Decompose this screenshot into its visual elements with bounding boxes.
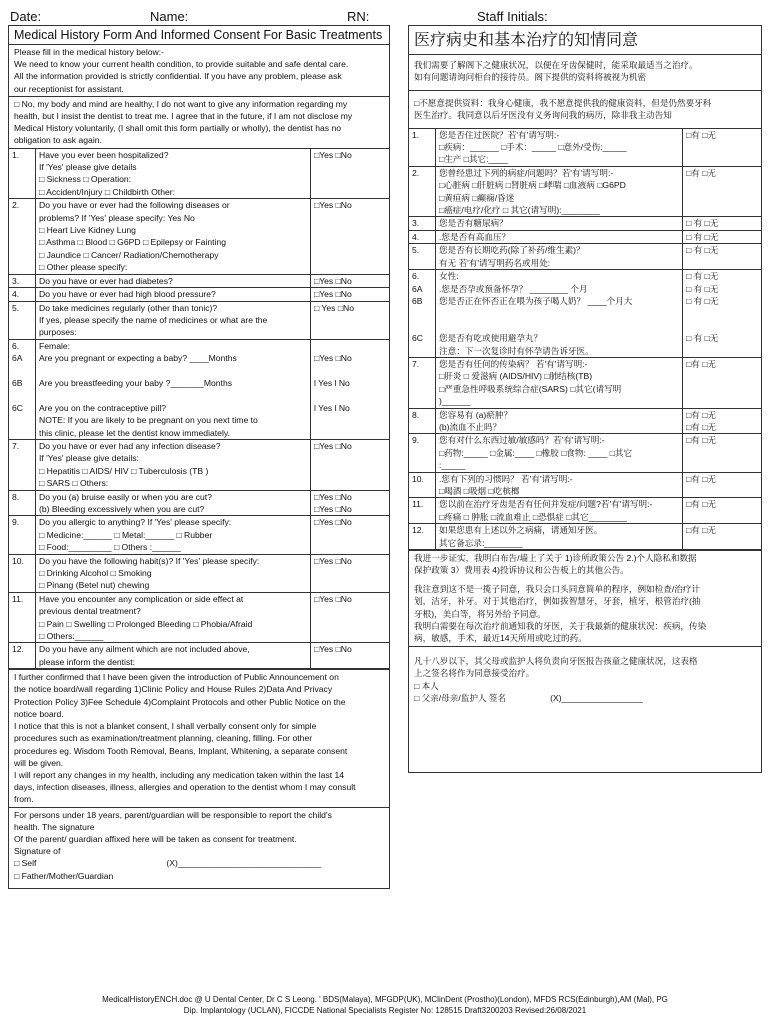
question-line: Do you have or ever had any infection disease?: [39, 440, 221, 451]
confirmation-line: I will report any changes in my health, including any medication taken within the last 14: [14, 769, 345, 780]
question-line: □ Medicine:______ □ Metal:______ □ Rubber: [39, 529, 213, 540]
question-line: Do you have any ailment which are not included above,: [39, 644, 250, 655]
question-line: please inform the dentist:: [39, 656, 136, 667]
question-number: 3.: [409, 217, 436, 230]
question-line: □ Accident/Injury □ Childbirth Other:: [39, 186, 176, 197]
yes-no-checkbox[interactable]: l Yes l No: [314, 402, 350, 413]
healthy-declaration-line: obligation to ask again.: [14, 135, 102, 146]
question-line: .您是否有高血压？: [439, 231, 511, 242]
confirmation-line: 牙根)，美白等，将另外给予同意。: [414, 608, 546, 619]
chinese-form: [408, 25, 762, 773]
question-line: [439, 320, 679, 332]
question-line: Do you (a) bruise easily or when you are cut?: [39, 491, 212, 502]
question-line: □心脏病 □肝脏病 □肾脏病 □哮喘 □血液病 □G6PD: [439, 180, 626, 191]
date-label: Date:: [10, 9, 42, 24]
question-row: [9, 490, 389, 516]
yes-no-checkbox[interactable]: l Yes l No: [314, 377, 350, 388]
healthy-declaration-line: □ No, my body and mind are healthy, I do not want to give any information regarding my: [14, 98, 348, 109]
question-row: [409, 434, 761, 472]
question-text: [36, 554, 311, 592]
question-row: [409, 524, 761, 550]
question-number: 9.: [409, 434, 436, 472]
question-number: 12.: [9, 643, 36, 669]
intro-line: We need to know your current health condition, to provide suitable and safe dental care.: [14, 59, 349, 70]
question-line: 您是否正在怀否正在喂为孩子喝人奶？ ____个月大: [439, 295, 633, 306]
question-number: 11.: [409, 498, 436, 524]
question-row: [9, 339, 389, 439]
chinese-signature-line[interactable]: (X)_________________: [550, 693, 643, 704]
yes-no-options[interactable]: [311, 288, 390, 301]
question-line: (b) Bleeding excessively when you are cut?: [39, 504, 205, 514]
yes-no-checkbox[interactable]: □ 有 □无: [686, 231, 719, 242]
confirmation-line: 我进一步证实，我明白布告/墙上了关于 1)诊所政策公告 2.)个人隐私和数据: [414, 553, 697, 564]
yes-no-checkbox[interactable]: [686, 307, 758, 319]
question-line: □ Heart Live Kidney Lung: [39, 225, 136, 236]
yes-no-checkbox[interactable]: □有 □无: [686, 409, 716, 420]
question-line: )______: [439, 396, 471, 407]
yes-no-checkbox[interactable]: □Yes □No: [314, 644, 352, 655]
question-text: [436, 217, 683, 230]
confirmation-line: 我明白需要在每次治疗前通知我的牙医，关于我最新的健康状况：疾病，传染: [414, 621, 707, 632]
question-line: .您是否孕或预备怀孕？ ________ 个月: [439, 283, 588, 294]
confirmation-line: Protection Policy 3)Fee Schedule 4)Complaint Protocols and other Public Notice on the: [14, 696, 346, 707]
question-line: .您有下列的习惯吗？ 若'有'请写明:-: [439, 473, 573, 484]
yes-no-options[interactable]: [311, 439, 390, 490]
yes-no-options[interactable]: [683, 129, 762, 167]
question-line: 您是否有糖尿病？: [439, 218, 508, 229]
confirmation-line: procedures eg. Wisdom Tooth Removal, Beans, Implant, Whitening, a separate consent: [14, 745, 348, 756]
question-line: Are you breastfeeding your baby ?_______Months: [39, 377, 233, 388]
question-row: [409, 270, 761, 358]
yes-no-checkbox[interactable]: □Yes □No: [314, 555, 352, 566]
question-line: this clinic, please let the dentist know immediately.: [39, 427, 230, 438]
question-line: previous dental treatment?: [39, 606, 141, 617]
question-row: [9, 149, 389, 199]
staff-initials-label: Staff Initials:: [477, 9, 548, 24]
question-number: 12.: [409, 524, 436, 550]
question-text: [36, 199, 311, 274]
yes-no-checkbox[interactable]: [686, 320, 758, 332]
question-line: □生产 □其它:____: [439, 154, 508, 165]
question-line: Do you have or ever had high blood pressure?: [39, 289, 216, 300]
english-healthy-declaration: [9, 97, 389, 149]
yes-no-checkbox[interactable]: □Yes □No: [314, 517, 352, 528]
footer-line: Dip. Implantology (UCLAN), FICCDE National Specialists Register No: 128515 Draft3200203 Revised:26/08/2021: [183, 1006, 587, 1015]
question-line: □ Jaundice □ Cancer/ Radiation/Chemotherapy: [39, 249, 219, 260]
question-line: (b)流血不止吗？: [439, 421, 502, 432]
yes-no-options[interactable]: [683, 270, 762, 358]
question-line: Female:: [39, 340, 71, 351]
question-line: □ Sickness □ Operation:: [39, 174, 132, 185]
question-text: [36, 516, 311, 554]
question-line: Are you pregnant or expecting a baby? ____Months: [39, 353, 237, 364]
intro-line: 我们需要了解阁下之健康状况，以便在牙齿保健时，能采取最适当之治疗。: [414, 60, 698, 70]
question-line: □癌症/电疗/化疗 □ 其它(请写明):________: [439, 205, 600, 216]
yes-no-checkbox[interactable]: □ 有 □无: [686, 295, 719, 306]
yes-no-checkbox[interactable]: □有 □无: [686, 421, 716, 432]
question-line: 您有对什么东西过敏/敏感吗？若'有'请写明:-: [439, 435, 605, 446]
question-line: NOTE: If you are likely to be pregnant on you next time to: [39, 415, 258, 426]
question-line: :_____: [439, 460, 466, 471]
yes-no-checkbox[interactable]: □有 □无: [686, 499, 716, 510]
question-row: [409, 357, 761, 408]
english-form: [8, 25, 390, 889]
yes-no-options[interactable]: [311, 516, 390, 554]
confirmation-line: the notice board/wall regarding 1)Clinic Policy and House Rules 2)Data And Privacy: [14, 684, 333, 695]
question-row: [409, 244, 761, 270]
question-line: 您容易有 (a)瘀肿？: [439, 409, 513, 420]
english-confirmation: [9, 669, 389, 807]
chinese-confirmation: [409, 550, 761, 647]
yes-no-options[interactable]: [683, 472, 762, 498]
question-row: [409, 498, 761, 524]
question-number: 5.: [9, 301, 36, 339]
question-number: 10.: [9, 554, 36, 592]
question-text: [436, 129, 683, 167]
yes-no-options[interactable]: [683, 498, 762, 524]
yes-no-options[interactable]: [683, 244, 762, 270]
question-row: [9, 643, 389, 669]
guardian-checkbox[interactable]: □ Father/Mother/Guardian: [14, 870, 114, 881]
chinese-form-title: 医疗病史和基本治疗的知情同意: [409, 26, 761, 55]
question-number: 1.: [9, 149, 36, 199]
yes-no-checkbox[interactable]: □有 □无: [686, 435, 716, 446]
minor-consent-line: Of the parent/ guardian affixed here will be taken as consent for treatment.: [14, 833, 297, 844]
intro-line: All the information provided is strictly confidential. If you have any problem, please ask: [14, 71, 342, 82]
question-number: 7.: [9, 439, 36, 490]
chinese-intro: [409, 55, 761, 91]
question-number: 8.: [9, 490, 36, 516]
question-line: □ Others:______: [39, 631, 104, 642]
english-intro: [9, 45, 389, 97]
question-number: 6. 6A 6B 6C: [409, 270, 436, 358]
question-line: If yes, please specify the name of medicines or what are the: [39, 314, 268, 325]
yes-no-checkbox[interactable]: □有 □无: [686, 129, 716, 140]
intro-line: 如有问题请询问柜台的接待员。阁下提供的资料将被视为机密: [414, 72, 647, 83]
yes-no-checkbox[interactable]: □ 有 □无: [686, 271, 719, 282]
intro-line: our receptionist for assistant.: [14, 83, 124, 94]
question-line: [39, 365, 307, 377]
yes-no-options[interactable]: [311, 199, 390, 274]
minor-consent-line: Signature of: [14, 846, 61, 857]
question-text: [36, 274, 311, 287]
question-row: [409, 166, 761, 217]
yes-no-checkbox[interactable]: □Yes □No: [314, 149, 352, 160]
question-line: 您曾经患过下列的病症/问题吗？若'有'请写明:-: [439, 167, 614, 178]
confirmation-line: will be given.: [14, 757, 64, 768]
question-row: [409, 408, 761, 434]
question-line: □疾病：______ □手术：_____ □意外/受伤:_____: [439, 142, 627, 153]
question-line: □疼痛 □ 肿胀 □流血难止 □恐惧症 □其它________: [439, 511, 627, 522]
question-text: [36, 339, 311, 439]
chinese-question-table: [409, 129, 761, 550]
english-question-table: [9, 149, 389, 670]
question-line: 如果您患有上述以外之病痛，请通知牙医。: [439, 525, 603, 536]
question-line: □黄疸病 □癫痫/昏迷: [439, 192, 515, 203]
question-number: 3.: [9, 274, 36, 287]
question-line: Do you have the following habit(s)? If 'Yes' please specify:: [39, 555, 260, 566]
confirmation-line: 我注意到这不是一揽子同意，我只会口头同意简单的程序，例如检查/治疗计: [414, 583, 700, 594]
question-row: [9, 288, 389, 301]
yes-no-checkbox[interactable]: □有 □无: [686, 525, 716, 536]
question-number: 5.: [409, 244, 436, 270]
question-line: 有无 若'有'请写明药名或用处:: [439, 257, 551, 268]
question-text: [36, 301, 311, 339]
confirmation-line: I notice that this is not a blanket consent, I shall verbally consent only for simple: [14, 721, 317, 732]
question-row: [9, 516, 389, 554]
yes-no-checkbox[interactable]: □ 有 □无: [686, 283, 719, 294]
question-line: Do you have or ever had diabetes?: [39, 275, 173, 286]
question-number: 10.: [409, 472, 436, 498]
yes-no-checkbox[interactable]: □Yes □No: [314, 289, 352, 300]
yes-no-options[interactable]: [683, 217, 762, 230]
yes-no-checkbox[interactable]: □有 □无: [686, 167, 716, 178]
yes-no-checkbox[interactable]: □ Yes □No: [314, 302, 355, 313]
question-text: [436, 472, 683, 498]
confirmation-line: 保护政策 3）费用表 4)投诉协议和公告板上的其他公告。: [414, 565, 629, 576]
yes-no-options[interactable]: [311, 149, 390, 199]
question-text: [36, 288, 311, 301]
question-number: 7.: [409, 357, 436, 408]
question-row: [9, 554, 389, 592]
question-text: [436, 270, 683, 358]
healthy-declaration-line: □不愿意提供资料：我身心健康，我不愿意提供我的健康资料，但是仍然要牙科: [414, 97, 712, 108]
yes-no-options[interactable]: [683, 408, 762, 434]
question-line: □ Pain □ Swelling □ Prolonged Bleeding □ Phobia/Afraid: [39, 618, 253, 629]
question-line: [39, 389, 307, 401]
minor-consent-line: For persons under 18 years, parent/guardian will be responsible to report the child's: [14, 809, 332, 820]
question-line: 您是否住过医院？若'有'请写明:-: [439, 129, 560, 140]
english-signature-line[interactable]: (X)______________________________: [166, 858, 322, 869]
english-minor-consent: [9, 808, 389, 883]
question-line: purposes:: [39, 327, 77, 338]
question-number: 6. 6A 6B 6C: [9, 339, 36, 439]
minor-consent-line: 上之签名将作为同意接受治疗。: [414, 668, 535, 679]
confirmation-line: procedures such as examination/treatment planning, cleaning, filling. For other: [14, 733, 313, 744]
question-number: 4.: [9, 288, 36, 301]
intro-line: Please fill in the medical history below:-: [14, 47, 164, 57]
yes-no-checkbox[interactable]: □ 有 □无: [686, 218, 719, 229]
yes-no-options[interactable]: [311, 592, 390, 643]
yes-no-options[interactable]: [311, 490, 390, 516]
yes-no-checkbox[interactable]: □有 □无: [686, 473, 716, 484]
question-line: Have you ever been hospitalized?: [39, 149, 169, 160]
yes-no-checkbox[interactable]: □Yes □No: [314, 593, 352, 604]
question-line: [439, 307, 679, 319]
question-line: If 'Yes' please give details: [39, 162, 137, 173]
question-text: [436, 230, 683, 243]
question-number: 4.: [409, 230, 436, 243]
footer-line: MedicalHistoryENCH.doc @ U Dental Center, Dr C S Leong. ' BDS(Malaya), MFGDP(UK), MClinDent (Prostho)(London), MFDS RCS(Edinburgh),AM (Mal), PG: [102, 995, 668, 1004]
yes-no-checkbox[interactable]: [314, 365, 386, 377]
question-line: Have you encounter any complication or side effect at: [39, 593, 244, 604]
yes-no-options[interactable]: [311, 643, 390, 669]
question-line: □喝酒 □吸烟 □吃槟榔: [439, 486, 520, 496]
yes-no-options[interactable]: [683, 524, 762, 550]
rn-label: RN:: [347, 9, 370, 24]
question-row: [409, 472, 761, 498]
question-number: 11.: [9, 592, 36, 643]
yes-no-checkbox[interactable]: □有 □无: [686, 358, 716, 369]
yes-no-options[interactable]: [311, 301, 390, 339]
healthy-declaration-line: health, but I insist the dentist to treat me. I agree that in the future, if I am not disclose my: [14, 111, 353, 122]
question-row: [9, 301, 389, 339]
question-line: □ Hepatitis □ AIDS/ HIV □ Tuberculosis (TB ): [39, 465, 209, 476]
question-row: [409, 217, 761, 230]
question-line: Do you have or ever had the following diseases or: [39, 200, 230, 211]
question-line: □严重急性呼吸系统综合症(SARS) □其它(请写明: [439, 383, 622, 394]
question-text: [436, 524, 683, 550]
confirmation-line: from.: [14, 794, 34, 805]
question-row: [9, 592, 389, 643]
yes-no-checkbox[interactable]: □Yes □No: [314, 491, 352, 502]
question-text: [436, 166, 683, 217]
self-checkbox[interactable]: □ Self: [14, 858, 37, 869]
question-text: [36, 439, 311, 490]
confirmation-line: notice board.: [14, 708, 64, 719]
confirmation-line: days, infection diseases, illness, allergies and operation to the dentist whom I may consult: [14, 782, 356, 793]
yes-no-checkbox[interactable]: [314, 389, 386, 401]
question-number: 2.: [409, 166, 436, 217]
confirmation-line: I further confirmed that I have been given the introduction of Public Announcement on: [14, 672, 339, 683]
question-line: □ Food:_________ □ Others :______: [39, 542, 181, 553]
yes-no-checkbox[interactable]: □ 有 □无: [686, 333, 719, 344]
question-text: [436, 244, 683, 270]
question-line: □ Other please specify:: [39, 262, 128, 273]
confirmation-line: 病，敏感，手术，最近14天所用或吃过的药。: [414, 633, 587, 644]
question-line: □ Asthma □ Blood □ G6PD □ Epilepsy or Fainting: [39, 237, 226, 248]
cn-guardian-checkbox[interactable]: □ 父亲/母亲/监护人 签名: [414, 693, 507, 704]
yes-no-checkbox[interactable]: □Yes □No: [314, 353, 352, 364]
yes-no-options[interactable]: [311, 274, 390, 287]
yes-no-checkbox[interactable]: □Yes □No: [314, 200, 352, 211]
question-line: 您是否有吃或使用避孕丸？: [439, 333, 543, 344]
question-text: [36, 643, 311, 669]
yes-no-options[interactable]: [683, 434, 762, 472]
question-line: 注意：下一次复诊时有怀孕请告诉牙医。: [439, 345, 594, 356]
question-line: 您以前在治疗牙齿是否有任何并发症/问题?若'有'请写明:-: [439, 499, 653, 510]
minor-consent-line: 凡十八岁以下，其父母或监护人将负责向牙医报告孩童之健康状况，这表格: [414, 655, 698, 666]
yes-no-checkbox[interactable]: □Yes □No: [314, 504, 352, 514]
healthy-declaration-line: 医生治疗。我同意以后牙医没有义务询问我的病历，除非我主动告知: [414, 110, 672, 121]
question-text: [436, 408, 683, 434]
question-line: □肝炎 □ 爱滋病 (AIDS/HIV) □肺结核(TB): [439, 371, 593, 382]
question-line: 您是否有任何的传染病？ 若'有'请写明:-: [439, 358, 588, 369]
question-text: [436, 434, 683, 472]
question-line: problems? If 'Yes' please specify: Yes No: [39, 212, 195, 223]
question-line: 您是否有长期吃药(除了补药/维生素)？: [439, 245, 585, 256]
question-row: [409, 230, 761, 243]
question-text: [436, 357, 683, 408]
question-number: 2.: [9, 199, 36, 274]
question-line: □ Pinang (Betel nut) chewing: [39, 580, 150, 591]
question-row: [9, 439, 389, 490]
question-line: If 'Yes' please give details:: [39, 453, 139, 464]
yes-no-options[interactable]: [683, 357, 762, 408]
yes-no-options[interactable]: [683, 230, 762, 243]
question-number: 1.: [409, 129, 436, 167]
english-form-title: Medical History Form And Informed Consent For Basic Treatments: [9, 26, 389, 45]
question-number: 9.: [9, 516, 36, 554]
footer: [0, 994, 770, 1016]
yes-no-options[interactable]: [311, 339, 390, 439]
chinese-minor-consent: [409, 647, 761, 706]
question-line: 其它备忘录:________: [439, 537, 523, 548]
yes-no-checkbox[interactable]: □Yes □No: [314, 275, 352, 286]
name-label: Name:: [150, 9, 189, 24]
yes-no-options[interactable]: [311, 554, 390, 592]
healthy-declaration-line: Medical History voluntarily, (I shall omit this form partially or wholly), the dentist has no: [14, 123, 341, 134]
question-text: [36, 149, 311, 199]
chinese-healthy-declaration: [409, 91, 761, 129]
question-text: [436, 498, 683, 524]
question-line: Do take medicines regularly (other than tonic)?: [39, 302, 218, 313]
question-number: 8.: [409, 408, 436, 434]
question-line: Are you on the contraceptive pill?: [39, 402, 167, 413]
question-line: □ SARS □ Others:: [39, 478, 109, 489]
question-line: □药物:_____ □金属:____ □橡胶 □食物: ____ □其它: [439, 447, 633, 458]
yes-no-checkbox[interactable]: □Yes □No: [314, 440, 352, 451]
question-row: [9, 199, 389, 274]
yes-no-checkbox[interactable]: [314, 340, 386, 352]
minor-consent-line: health. The signature: [14, 821, 95, 832]
question-text: [36, 592, 311, 643]
question-row: [9, 274, 389, 287]
yes-no-options[interactable]: [683, 166, 762, 217]
cn-self-checkbox[interactable]: □ 本人: [414, 680, 439, 691]
question-line: □ Drinking Alcohol □ Smoking: [39, 568, 152, 579]
question-text: [36, 490, 311, 516]
confirmation-line: 划，洁牙，补牙。对于其他治疗，例如拔智慧牙，牙套，植牙，根管治疗(抽: [414, 596, 701, 607]
question-row: [409, 129, 761, 167]
question-line: 女性:: [439, 271, 459, 282]
question-line: Do you allergic to anything? If 'Yes' please specify:: [39, 517, 232, 528]
yes-no-checkbox[interactable]: □ 有 □无: [686, 245, 719, 256]
